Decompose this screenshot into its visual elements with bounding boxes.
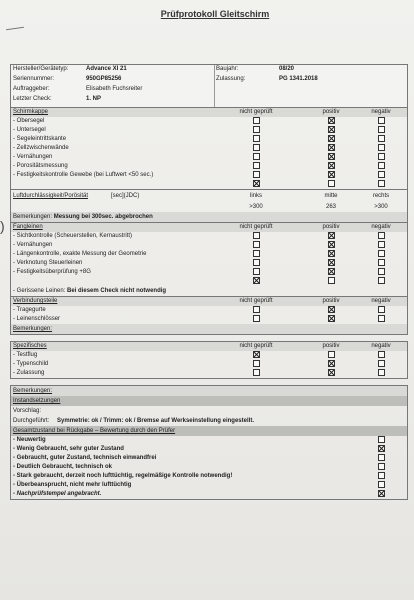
check-row: [11, 171, 407, 180]
verbindung-section: [10, 297, 408, 335]
negativ-checkbox[interactable]: [378, 250, 385, 257]
check-row-label: - Vernähungen: [13, 154, 53, 160]
positiv-checkbox[interactable]: [328, 153, 335, 160]
check-row-label: - Sichtkontrolle (Scheuerstellen, Kernaustritt): [13, 233, 133, 239]
check-label: Letzter Check:: [13, 96, 52, 102]
gesamtzustand-heading: Gesamtzustand bei Rückgabe – Bewertung durch den Prüfer: [13, 428, 176, 434]
spezifisches-heading: Spezifisches: [13, 343, 47, 349]
check-row: [11, 153, 407, 162]
auftrag-label: Auftraggeber:: [13, 86, 50, 92]
nicht-geprueft-checkbox[interactable]: [253, 162, 260, 169]
footer-bemerkungen: Bemerkungen:: [13, 388, 53, 394]
check-row-label: - Zulassung: [13, 370, 45, 376]
nicht-geprueft-checkbox[interactable]: [253, 351, 260, 358]
positiv-checkbox[interactable]: [328, 144, 335, 151]
zustand-label: - Überbeansprucht, nicht mehr lufttüchtig: [13, 482, 132, 488]
fl-col-nicht-geprueft: nicht geprüft: [239, 224, 273, 230]
positiv-checkbox[interactable]: [328, 306, 335, 313]
nicht-geprueft-checkbox[interactable]: [253, 250, 260, 257]
nicht-geprueft-checkbox[interactable]: [253, 315, 260, 322]
negativ-checkbox[interactable]: [378, 144, 385, 151]
verbindung-bemerkung: Bemerkungen:: [13, 326, 53, 332]
hersteller-label: Hersteller/Gerätetyp:: [13, 66, 69, 72]
positiv-checkbox[interactable]: [328, 250, 335, 257]
vb-col-positiv: positiv: [322, 298, 340, 304]
check-row-label: - Segeleintrittskante: [13, 136, 67, 142]
schirmkappe-heading: Schirmkappe: [13, 109, 49, 115]
check-row: [11, 162, 407, 171]
positiv-checkbox[interactable]: [328, 315, 335, 322]
zustand-checkbox[interactable]: [378, 445, 385, 452]
check-row-label: - Tragegurte: [13, 307, 46, 313]
luft-bemerkung-label: Bemerkungen:: [13, 214, 53, 220]
zustand-label: - Neuwertig: [13, 437, 46, 443]
pen-stroke: [6, 27, 24, 30]
negativ-checkbox[interactable]: [378, 126, 385, 133]
durchgefuehrt-label: Durchgeführt:: [13, 418, 50, 424]
negativ-checkbox[interactable]: [378, 171, 385, 178]
fangleinen-heading: Fangleinen: [13, 224, 43, 230]
zustand-label: - Gebraucht, guter Zustand, technisch einwandfrei: [13, 455, 157, 461]
check-row: [11, 135, 407, 144]
negativ-checkbox[interactable]: [378, 306, 385, 313]
luft-section: [10, 190, 408, 223]
luft-unit: [sec](JDC): [111, 193, 140, 199]
negativ-checkbox[interactable]: [378, 277, 385, 284]
nicht-geprueft-checkbox[interactable]: [253, 232, 260, 239]
luft-label: Luftdurchlässigkeit/Porösität: [13, 193, 89, 199]
gerissen-label: - Gerissene Leinen:: [13, 288, 66, 294]
col-negativ: negativ: [371, 109, 391, 115]
baujahr-value: 08/20: [279, 66, 295, 72]
serien-value: 950GP85256: [86, 76, 122, 82]
baujahr-label: Baujahr:: [216, 66, 239, 72]
document-title: Prüfprotokoll Gleitschirm: [160, 9, 270, 19]
check-row-label: - Testflug: [13, 352, 38, 358]
check-row-label: - Leinenschlösser: [13, 316, 61, 322]
check-row-label: - Festigkeitsüberprüfung +8G: [13, 269, 91, 275]
zustand-row: [11, 463, 407, 472]
hersteller-value: Advance XI 21: [86, 66, 127, 72]
positiv-checkbox[interactable]: [328, 162, 335, 169]
check-row: [11, 241, 407, 250]
check-value: 1. NP: [86, 96, 102, 102]
zulassung-value: PG 1341.2018: [279, 76, 318, 82]
zustand-label: - Deutlich Gebraucht, technisch ok: [13, 464, 113, 470]
col-nicht-geprueft: nicht geprüft: [239, 109, 273, 115]
check-row: [11, 315, 407, 324]
positiv-checkbox[interactable]: [328, 126, 335, 133]
footer-section: [10, 385, 408, 500]
positiv-checkbox[interactable]: [328, 259, 335, 266]
nicht-geprueft-checkbox[interactable]: [253, 259, 260, 266]
positiv-checkbox[interactable]: [328, 360, 335, 367]
check-row: [11, 232, 407, 241]
check-row: [11, 306, 407, 315]
negativ-checkbox[interactable]: [378, 135, 385, 142]
negativ-checkbox[interactable]: [378, 360, 385, 367]
zustand-row: [11, 481, 407, 490]
zustand-label: - Nachprüfstempel angebracht.: [13, 491, 102, 497]
check-row-label: - Verknotung Steuerleinen: [13, 260, 83, 266]
luft-bemerkung-value: Messung bei 300sec. abgebrochen: [53, 214, 153, 220]
zustand-row: [11, 445, 407, 454]
check-row: [11, 360, 407, 369]
check-row-label: - Porositätsmessung: [13, 163, 68, 169]
positiv-checkbox[interactable]: [328, 277, 335, 284]
luft-mitte-header: mitte: [324, 193, 338, 199]
fangleinen-section: [10, 223, 408, 297]
durchgefuehrt-value: Symmetrie: ok / Trimm: ok / Bremse auf Werkseinstellung eingestellt.: [57, 418, 254, 424]
positiv-checkbox[interactable]: [328, 351, 335, 358]
check-row-label: - Vernähungen: [13, 242, 53, 248]
luft-rechts-value: >300: [374, 204, 388, 210]
vb-col-negativ: negativ: [371, 298, 391, 304]
schirmkappe-section: [10, 108, 408, 190]
positiv-checkbox[interactable]: [328, 180, 335, 187]
sp-col-positiv: positiv: [322, 343, 340, 349]
check-row: [11, 369, 407, 378]
zustand-row: [11, 436, 407, 445]
nicht-geprueft-checkbox[interactable]: [253, 360, 260, 367]
zustand-checkbox[interactable]: [378, 463, 385, 470]
zustand-checkbox[interactable]: [378, 436, 385, 443]
negativ-checkbox[interactable]: [378, 117, 385, 124]
curl-mark: ): [0, 218, 5, 234]
zustand-checkbox[interactable]: [378, 454, 385, 461]
nicht-geprueft-checkbox[interactable]: [253, 117, 260, 124]
nicht-geprueft-checkbox[interactable]: [253, 144, 260, 151]
nicht-geprueft-checkbox[interactable]: [253, 306, 260, 313]
col-positiv: positiv: [322, 109, 340, 115]
negativ-checkbox[interactable]: [378, 232, 385, 239]
positiv-checkbox[interactable]: [328, 135, 335, 142]
check-row: [11, 144, 407, 153]
zustand-label: - Wenig Gebraucht, sehr guter Zustand: [13, 446, 124, 452]
auftrag-value: Elisabeth Fuchsreiter: [86, 86, 143, 92]
negativ-checkbox[interactable]: [378, 162, 385, 169]
vorschlag-label: Vorschlag:: [13, 408, 42, 414]
spezifisches-section: [10, 341, 408, 379]
zustand-label: - Stark gebraucht, derzeit noch lufttüchtig, regelmäßige Kontrolle notwendig!: [13, 473, 233, 479]
check-row-label: - Längenkontrolle, exakte Messung der Geometrie: [13, 251, 147, 257]
check-row: [11, 351, 407, 360]
vb-col-nicht-geprueft: nicht geprüft: [239, 298, 273, 304]
check-row-label: - Obersegel: [13, 118, 45, 124]
negativ-checkbox[interactable]: [378, 315, 385, 322]
instandsetzungen-heading: Instandsetzungen: [13, 398, 61, 404]
check-row: [11, 259, 407, 268]
luft-links-header: links: [249, 193, 262, 199]
positiv-checkbox[interactable]: [328, 171, 335, 178]
fl-col-negativ: negativ: [371, 224, 391, 230]
zulassung-label: Zulassung:: [216, 76, 246, 82]
positiv-checkbox[interactable]: [328, 268, 335, 275]
nicht-geprueft-checkbox[interactable]: [253, 241, 260, 248]
negativ-checkbox[interactable]: [378, 268, 385, 275]
nicht-geprueft-checkbox[interactable]: [253, 369, 260, 376]
sp-col-nicht-geprueft: nicht geprüft: [239, 343, 273, 349]
check-row-label: - Zellzwischenwände: [13, 145, 69, 151]
luft-links-value: >300: [249, 204, 263, 210]
check-row-label: - Untersegel: [13, 127, 46, 133]
check-row: [11, 277, 407, 286]
negativ-checkbox[interactable]: [378, 351, 385, 358]
nicht-geprueft-checkbox[interactable]: [253, 180, 260, 187]
fl-col-positiv: positiv: [322, 224, 340, 230]
nicht-geprueft-checkbox[interactable]: [253, 268, 260, 275]
positiv-checkbox[interactable]: [328, 232, 335, 239]
inspection-form: [10, 64, 408, 500]
header-block: [10, 64, 408, 108]
gerissen-value: Bei diesem Check nicht notwendig: [67, 288, 167, 294]
zustand-checkbox[interactable]: [378, 490, 385, 497]
negativ-checkbox[interactable]: [378, 259, 385, 266]
zustand-checkbox[interactable]: [378, 481, 385, 488]
check-row-label: - Festigkeitskontrolle Gewebe (bei Luftwert <50 sec.): [13, 172, 154, 178]
positiv-checkbox[interactable]: [328, 369, 335, 376]
positiv-checkbox[interactable]: [328, 117, 335, 124]
check-row-label: - Typenschild: [13, 361, 49, 367]
check-row: [11, 250, 407, 259]
positiv-checkbox[interactable]: [328, 241, 335, 248]
negativ-checkbox[interactable]: [378, 153, 385, 160]
nicht-geprueft-checkbox[interactable]: [253, 153, 260, 160]
serien-label: Seriennummer:: [13, 76, 55, 82]
negativ-checkbox[interactable]: [378, 241, 385, 248]
zustand-row: [11, 472, 407, 481]
zustand-row: [11, 454, 407, 463]
zustand-row: [11, 490, 407, 499]
check-row: [11, 126, 407, 135]
nicht-geprueft-checkbox[interactable]: [253, 126, 260, 133]
nicht-geprueft-checkbox[interactable]: [253, 135, 260, 142]
check-row: [11, 117, 407, 126]
nicht-geprueft-checkbox[interactable]: [253, 277, 260, 284]
check-row: [11, 268, 407, 277]
verbindung-heading: Verbindungsteile: [13, 298, 58, 304]
negativ-checkbox[interactable]: [378, 180, 385, 187]
check-row: [11, 180, 407, 189]
nicht-geprueft-checkbox[interactable]: [253, 171, 260, 178]
zustand-checkbox[interactable]: [378, 472, 385, 479]
negativ-checkbox[interactable]: [378, 369, 385, 376]
luft-rechts-header: rechts: [372, 193, 390, 199]
luft-mitte-value: 263: [325, 204, 336, 210]
sp-col-negativ: negativ: [371, 343, 391, 349]
